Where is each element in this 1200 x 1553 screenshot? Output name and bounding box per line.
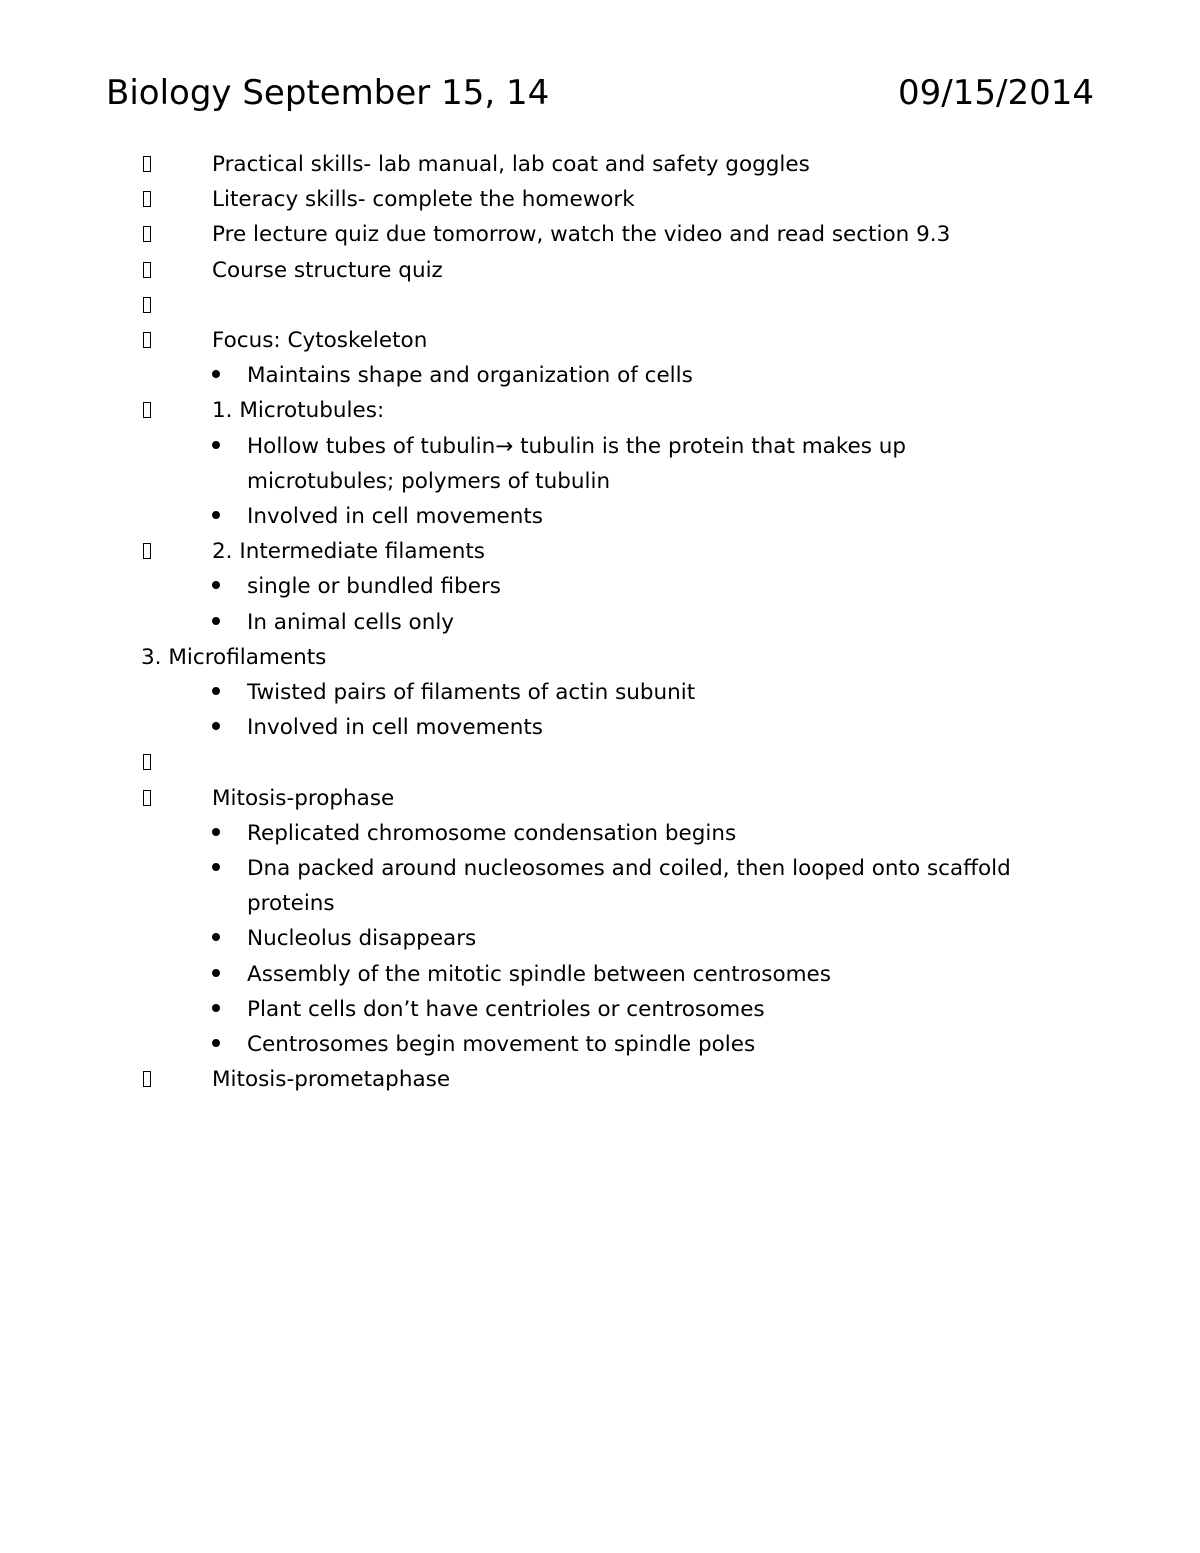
sub-bullet-item: [0, 499, 1200, 534]
bullet-dot-icon: [209, 992, 223, 1027]
sub-bullet-item: [0, 1027, 1200, 1062]
note-text: 3. Microfilaments: [141, 644, 327, 670]
note-text: Hollow tubes of tubulin→ tubulin is the protein that makes up microtubules; polymers of tubulin: [247, 433, 907, 494]
missing-glyph-bullet-icon: [141, 147, 153, 182]
note-text: 2. Intermediate filaments: [212, 539, 486, 565]
note-item: [0, 182, 1200, 217]
note-item: [0, 640, 1200, 675]
note-item: [0, 781, 1200, 816]
missing-glyph-bullet-icon: [141, 182, 153, 217]
note-item: [0, 147, 1200, 182]
bullet-dot-icon: [209, 499, 223, 534]
missing-glyph-bullet-icon: [141, 217, 153, 252]
sub-bullet-item: [0, 992, 1200, 1027]
bullet-dot-icon: [209, 605, 223, 640]
sub-bullet-item: [0, 429, 1200, 499]
note-text: Replicated chromosome condensation begins: [247, 820, 737, 846]
note-text: Involved in cell movements: [247, 715, 543, 741]
missing-glyph-bullet-icon: [141, 253, 153, 288]
note-text: Dna packed around nucleosomes and coiled, then looped onto scaffold proteins: [247, 856, 1011, 917]
bullet-dot-icon: [209, 710, 223, 745]
bullet-dot-icon: [209, 816, 223, 851]
note-text: Maintains shape and organization of cells: [247, 363, 693, 389]
note-item: [0, 253, 1200, 288]
note-text: Literacy skills- complete the homework: [212, 187, 635, 213]
sub-bullet-item: [0, 358, 1200, 393]
missing-glyph-bullet-icon: [141, 745, 153, 780]
note-item: [0, 745, 1200, 780]
missing-glyph-bullet-icon: [141, 781, 153, 816]
sub-bullet-item: [0, 816, 1200, 851]
note-text: Course structure quiz: [212, 257, 443, 283]
bullet-dot-icon: [209, 851, 223, 886]
note-text: single or bundled fibers: [247, 574, 502, 600]
note-text: Centrosomes begin movement to spindle poles: [247, 1032, 756, 1058]
note-item: [0, 393, 1200, 428]
missing-glyph-bullet-icon: [141, 323, 153, 358]
note-item: [0, 1062, 1200, 1097]
bullet-dot-icon: [209, 957, 223, 992]
missing-glyph-bullet-icon: [141, 288, 153, 323]
missing-glyph-bullet-icon: [141, 1062, 153, 1097]
note-text: In animal cells only: [247, 609, 455, 635]
note-text: Plant cells don’t have centrioles or centrosomes: [247, 996, 765, 1022]
bullet-dot-icon: [209, 675, 223, 710]
sub-bullet-item: [0, 675, 1200, 710]
sub-bullet-item: [0, 605, 1200, 640]
bullet-dot-icon: [209, 429, 223, 464]
bullet-dot-icon: [209, 1027, 223, 1062]
note-text: Involved in cell movements: [247, 504, 543, 530]
missing-glyph-bullet-icon: [141, 534, 153, 569]
note-text: 1. Microtubules:: [212, 398, 385, 424]
bullet-dot-icon: [209, 569, 223, 604]
note-text: Assembly of the mitotic spindle between centrosomes: [247, 961, 831, 987]
page-header: [106, 70, 1094, 116]
page-date: 09/15/2014: [898, 73, 1094, 113]
bullet-dot-icon: [209, 358, 223, 393]
page-title: Biology September 15, 14: [106, 73, 550, 113]
note-text: Practical skills- lab manual, lab coat and safety goggles: [212, 152, 810, 177]
note-text: Pre lecture quiz due tomorrow, watch the video and read section 9.3: [212, 222, 951, 248]
sub-bullet-item: [0, 921, 1200, 956]
note-text: Focus: Cytoskeleton: [212, 328, 428, 353]
note-text: Nucleolus disappears: [247, 926, 477, 952]
sub-bullet-item: [0, 569, 1200, 604]
bullet-dot-icon: [209, 921, 223, 956]
sub-bullet-item: [0, 710, 1200, 745]
note-item: [0, 534, 1200, 569]
missing-glyph-bullet-icon: [141, 393, 153, 428]
note-item: [0, 217, 1200, 252]
note-item: [0, 323, 1200, 358]
sub-bullet-item: [0, 851, 1200, 921]
note-text: Mitosis-prophase: [212, 785, 395, 811]
sub-bullet-item: [0, 957, 1200, 992]
notes-list: [0, 147, 1200, 1097]
note-text: Mitosis-prometaphase: [212, 1067, 451, 1093]
note-item: [0, 288, 1200, 323]
note-text: Twisted pairs of filaments of actin subunit: [247, 680, 696, 706]
